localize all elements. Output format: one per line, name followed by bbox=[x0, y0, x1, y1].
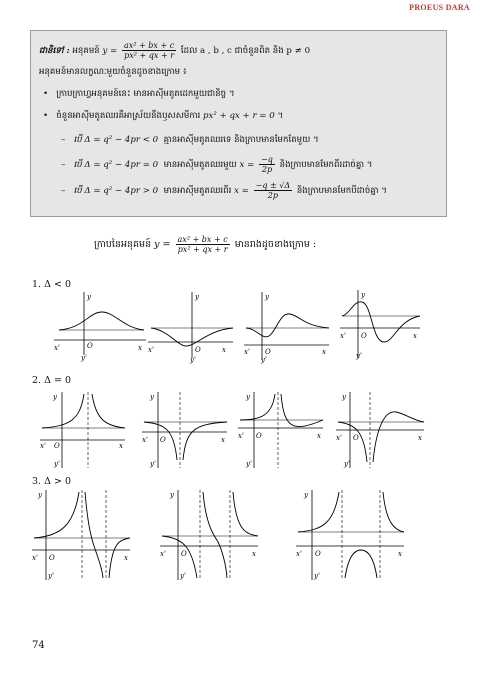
definition-line-1 bbox=[39, 41, 310, 60]
x-label: x bbox=[138, 344, 142, 352]
definition-denominator: px² + qx + r bbox=[124, 51, 175, 60]
xprime-label: x' bbox=[148, 346, 154, 354]
curve bbox=[342, 302, 420, 342]
graph-3a bbox=[32, 488, 132, 583]
intro-y-eq: y = bbox=[154, 239, 171, 250]
y-label: y bbox=[195, 293, 199, 301]
yprime-label: y' bbox=[48, 572, 54, 580]
graph-intro bbox=[94, 235, 316, 254]
definition-lead: អនុគមន៍ bbox=[72, 46, 100, 56]
section-label-1: 1. Δ < 0 bbox=[32, 279, 71, 290]
xprime-label: x' bbox=[238, 432, 244, 440]
case-2-tail: និងក្រាបមានមែកពីរដាច់គ្នា ។ bbox=[279, 160, 373, 170]
x-label: x bbox=[317, 432, 321, 440]
yprime-label: y' bbox=[246, 460, 252, 468]
y-label: y bbox=[53, 393, 57, 401]
definition-box bbox=[30, 30, 447, 217]
curve-middle bbox=[345, 550, 377, 578]
origin-label: O bbox=[54, 442, 60, 450]
y-label: y bbox=[265, 293, 269, 301]
x-label: x bbox=[221, 436, 225, 444]
y-label: y bbox=[304, 491, 308, 499]
definition-y-eq: y = bbox=[102, 46, 118, 56]
x-label: x bbox=[322, 348, 326, 356]
xprime-label: x' bbox=[32, 554, 38, 562]
bullet-2 bbox=[43, 111, 283, 123]
x-label: x bbox=[418, 434, 422, 442]
origin-label: O bbox=[256, 432, 262, 440]
dash-icon: – bbox=[61, 160, 71, 170]
bullet-2-text: ចំនួនអាស៊ីមតូតឈរគឺអាស្រ័យនឹងឫសសមីការ bbox=[56, 111, 201, 121]
yprime-label: y' bbox=[180, 572, 186, 580]
definition-title: ​ជានិទៅ : bbox=[39, 46, 70, 56]
case-2-condition: បើ Δ = q² − 4pr = 0 bbox=[73, 160, 159, 170]
yprime-label: y' bbox=[344, 460, 350, 468]
dash-icon: – bbox=[61, 186, 71, 196]
case-2-denominator: 2p bbox=[261, 165, 273, 174]
xprime-label: x' bbox=[336, 434, 342, 442]
yprime-label: y' bbox=[81, 354, 87, 362]
graph-3b bbox=[160, 488, 260, 583]
origin-label: O bbox=[195, 346, 201, 354]
yprime-label: y' bbox=[261, 356, 267, 364]
graph-2b bbox=[142, 390, 232, 470]
intro-numerator: ax² + bx + c bbox=[177, 235, 228, 244]
case-1 bbox=[61, 135, 319, 147]
case-2-xeq: x = bbox=[239, 160, 258, 170]
y-label: y bbox=[342, 393, 346, 401]
x-label: x bbox=[119, 442, 123, 450]
graph-1d bbox=[340, 288, 425, 360]
curve-right bbox=[373, 412, 424, 462]
xprime-label: x' bbox=[340, 332, 346, 340]
case-3-condition: បើ Δ = q² − 4pr > 0 bbox=[73, 186, 159, 196]
case-1-condition: បើ Δ = q² − 4pr < 0 bbox=[73, 135, 159, 145]
xprime-label: x' bbox=[54, 344, 60, 352]
origin-label: O bbox=[87, 342, 93, 350]
intro-fraction bbox=[176, 235, 230, 254]
curve-right bbox=[383, 492, 404, 532]
graph-2a bbox=[40, 390, 130, 470]
yprime-label: y' bbox=[54, 460, 60, 468]
graph-2d bbox=[336, 390, 428, 470]
x-label: x bbox=[222, 346, 226, 354]
graph-1b bbox=[148, 290, 238, 362]
graph-1c bbox=[244, 290, 334, 362]
yprime-label: y' bbox=[356, 352, 362, 360]
curve-middle bbox=[203, 492, 227, 578]
definition-line-2: អនុគមន៍មានលក្ខណៈមួយចំនួនដូចខាងក្រោម ៖ bbox=[39, 67, 187, 77]
intro-lead: ក្រាបនៃអនុគមន៍ bbox=[94, 239, 152, 250]
case-3-xeq: x = bbox=[234, 186, 252, 196]
bullet-dot-icon: • bbox=[43, 89, 54, 99]
origin-label: O bbox=[353, 434, 359, 442]
section-label-2: 2. Δ = 0 bbox=[32, 375, 71, 386]
definition-fraction bbox=[122, 41, 176, 60]
case-3-denominator: 2p bbox=[267, 191, 278, 200]
graph-2c bbox=[238, 390, 328, 470]
origin-label: O bbox=[315, 550, 321, 558]
x-label: x bbox=[124, 554, 128, 562]
origin-label: O bbox=[160, 436, 166, 444]
case-2-text: មានអាស៊ីមតូតឈរមួយ bbox=[163, 160, 237, 170]
y-label: y bbox=[170, 491, 174, 499]
intro-tail: មានរាងដូចខាងក្រោម : bbox=[234, 239, 317, 250]
graph-3c bbox=[296, 488, 406, 583]
origin-label: O bbox=[265, 348, 271, 356]
y-label: y bbox=[246, 393, 250, 401]
origin-label: O bbox=[49, 554, 55, 562]
brand-header: PROEUS DARA bbox=[409, 3, 470, 12]
curve-middle bbox=[85, 492, 103, 578]
y-label: y bbox=[361, 291, 365, 299]
origin-label: O bbox=[181, 550, 187, 558]
case-3 bbox=[61, 181, 387, 200]
x-label: x bbox=[398, 550, 402, 558]
bullet-dot-icon: • bbox=[43, 111, 54, 121]
curve-left bbox=[338, 422, 367, 462]
xprime-label: x' bbox=[244, 348, 250, 356]
bullet-1-text: ក្រាបក្រាហ្វអនុគមន៍នេះ មានអាស៊ីមតូតដេកមួយជានិច្ច ។ bbox=[56, 89, 235, 99]
graph-1a bbox=[54, 290, 149, 360]
intro-denominator: px² + qx + r bbox=[177, 245, 228, 254]
curve bbox=[59, 312, 144, 330]
y-label: y bbox=[150, 393, 154, 401]
case-2 bbox=[61, 155, 372, 174]
xprime-label: x' bbox=[296, 550, 302, 558]
curve-left bbox=[42, 394, 84, 428]
case-3-fraction bbox=[254, 181, 293, 200]
y-label: y bbox=[87, 293, 91, 301]
case-2-numerator: −q bbox=[261, 155, 273, 164]
bullet-2-end: ។ bbox=[277, 111, 284, 121]
curve-right bbox=[233, 492, 258, 536]
xprime-label: x' bbox=[160, 550, 166, 558]
curve-right bbox=[92, 394, 125, 428]
case-3-text: មានអាស៊ីមតូតឈរពីរ bbox=[163, 186, 232, 196]
definition-numerator: ax² + bx + c bbox=[124, 41, 175, 50]
curve-right bbox=[281, 394, 323, 427]
case-3-numerator: −q ± √Δ bbox=[255, 181, 291, 190]
definition-tail: ដែល a , b , c ជាចំនួនពិត និង p ≠ 0 bbox=[180, 46, 311, 56]
dash-icon: – bbox=[61, 135, 71, 145]
x-label: x bbox=[252, 550, 256, 558]
yprime-label: y' bbox=[190, 356, 196, 364]
origin-label: O bbox=[361, 332, 367, 340]
yprime-label: y' bbox=[314, 572, 320, 580]
y-label: y bbox=[38, 491, 42, 499]
case-2-fraction bbox=[259, 155, 275, 174]
page-number: 74 bbox=[32, 640, 45, 651]
xprime-label: x' bbox=[142, 436, 148, 444]
case-3-tail: និងក្រាបមានមែកបីដាច់គ្នា ។ bbox=[296, 186, 387, 196]
case-1-text: គ្មានអាស៊ីមតូតឈរទេ និងក្រាបមានមែកតែមួយ ។ bbox=[163, 135, 319, 145]
xprime-label: x' bbox=[40, 442, 46, 450]
yprime-label: y' bbox=[150, 460, 156, 468]
bullet-1 bbox=[43, 89, 235, 101]
section-label-3: 3. Δ > 0 bbox=[32, 476, 71, 487]
x-label: x bbox=[413, 332, 417, 340]
curve bbox=[246, 314, 329, 337]
bullet-2-equation: px² + qx + r = 0 bbox=[203, 111, 275, 121]
